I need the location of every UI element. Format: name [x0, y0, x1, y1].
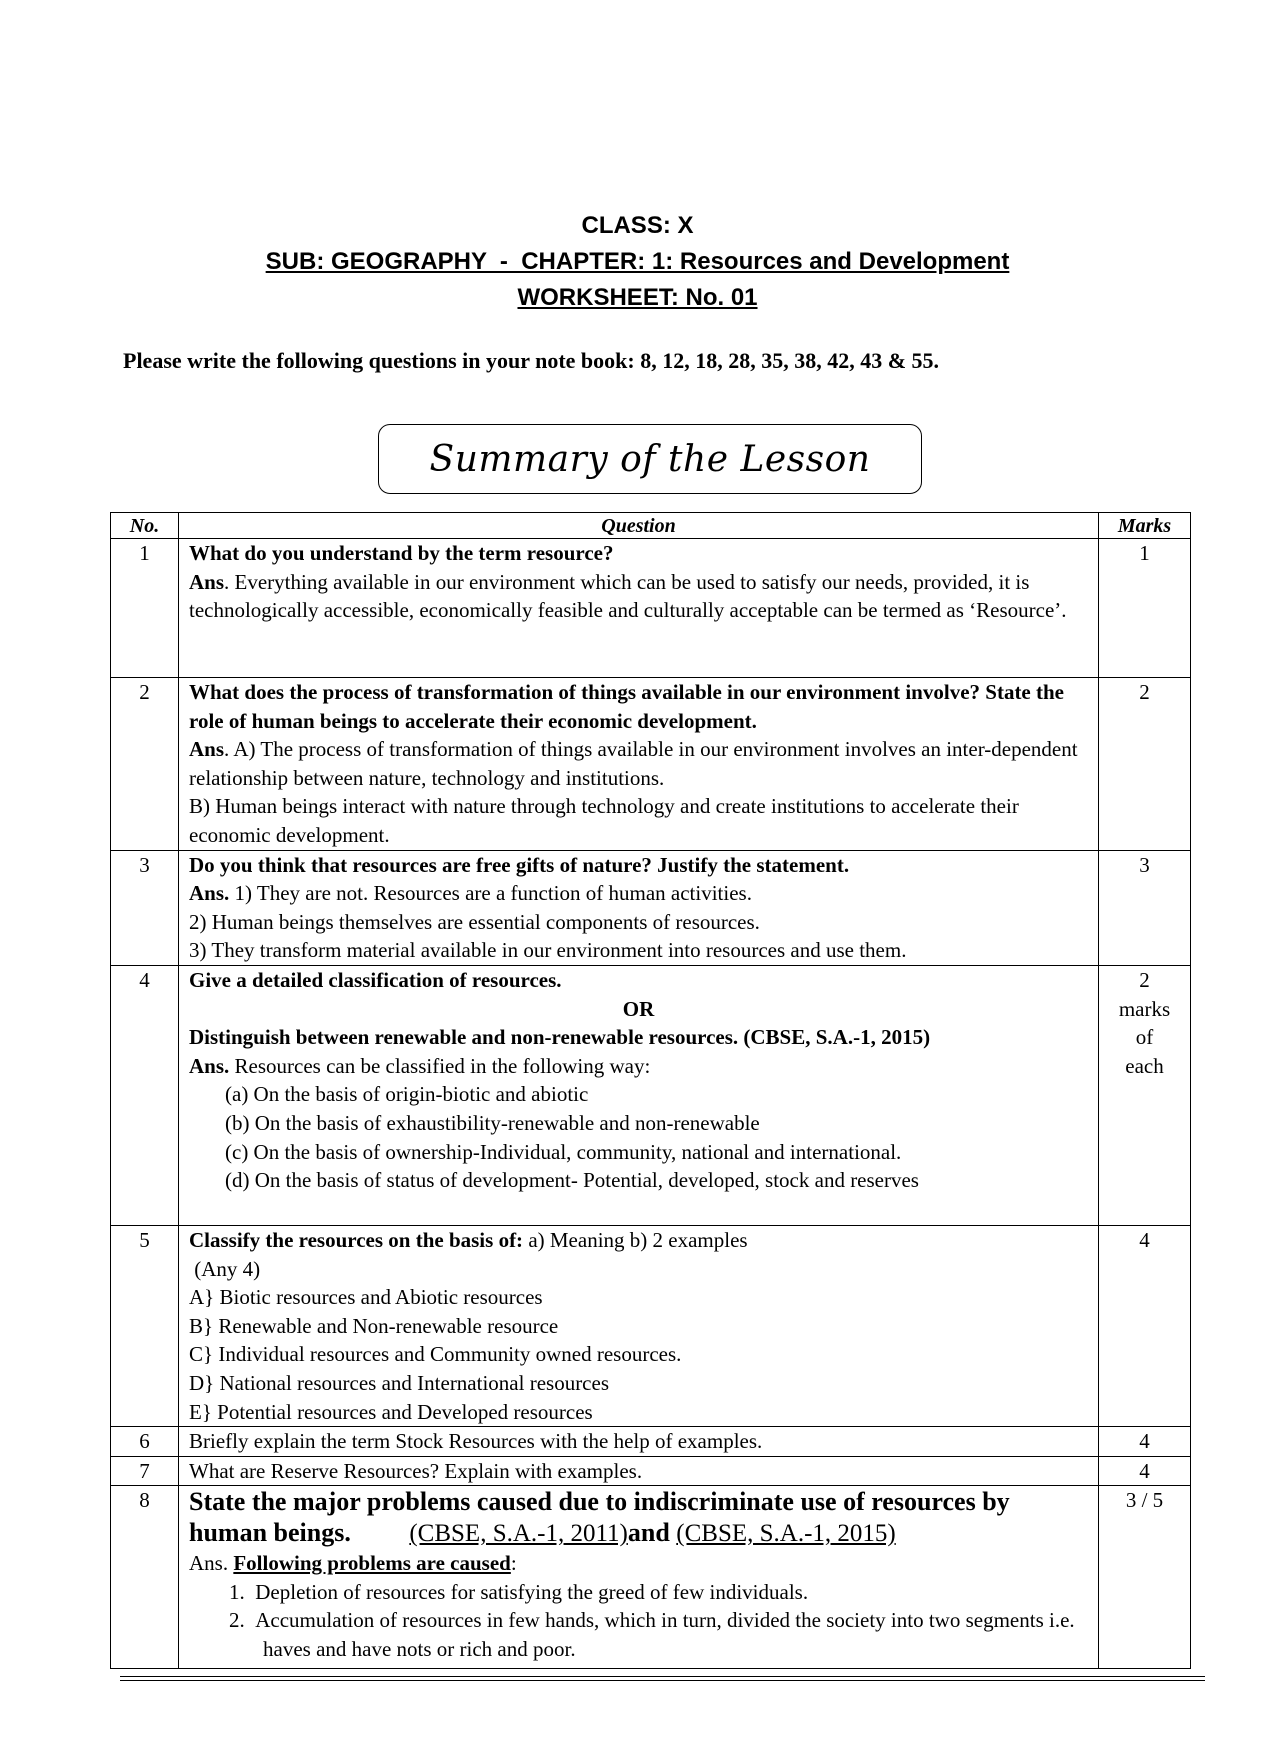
table-row — [111, 539, 1191, 678]
marks-value: 2 — [1139, 967, 1150, 992]
list-item: D} National resources and International resources — [189, 1370, 609, 1395]
row-number: 6 — [111, 1427, 179, 1457]
list-item: (b) On the basis of exhaustibility-renewable and non-renewable — [225, 1110, 760, 1135]
row-number: 1 — [111, 539, 179, 678]
item-number: 2. — [229, 1608, 245, 1633]
question-note: (Any 4) — [189, 1256, 261, 1281]
question-text — [189, 1226, 1088, 1255]
item-number: 1. — [229, 1579, 245, 1604]
row-marks: 2 — [1099, 678, 1191, 851]
question-text: Do you think that resources are free gifts of nature? Justify the statement. — [189, 852, 850, 877]
header-no: No. — [111, 513, 179, 539]
marks-note: each — [1125, 1053, 1164, 1078]
question-alt-text: Distinguish between renewable and non-renewable resources. (CBSE, S.A.-1, 2015) — [189, 1025, 931, 1050]
answer-part-b: B) Human beings interact with nature through technology and create institutions to accelerate their economic development. — [189, 794, 1019, 847]
row-marks: 4 — [1099, 1225, 1191, 1426]
question-text: What do you understand by the term resource? — [189, 541, 614, 565]
marks-note: marks — [1118, 996, 1171, 1021]
answer-point: 3) They transform material available in our environment into resources and use them. — [189, 938, 907, 963]
row-content: What are Reserve Resources? Explain with examples. — [179, 1456, 1099, 1486]
ans-label: Ans. — [189, 881, 230, 906]
list-item: E} Potential resources and Developed resources — [189, 1399, 593, 1424]
row-marks: 4 — [1099, 1456, 1191, 1486]
row-content — [179, 850, 1099, 965]
list-item: (c) On the basis of ownership-Individual, community, national and international. — [225, 1139, 902, 1164]
row-marks — [1099, 965, 1191, 1225]
row-content — [179, 1225, 1099, 1426]
row-number: 5 — [111, 1225, 179, 1426]
worksheet-heading: WORKSHEET: No. 01 — [517, 284, 758, 311]
answer-body: Resources can be classified in the following way: — [229, 1053, 651, 1078]
question-text: What does the process of transformation of things available in our environment involve? State the role of human beings to accelerate their economic development. — [189, 680, 1064, 733]
answer-heading: Following problems are caused — [233, 1551, 511, 1576]
table-row — [111, 1456, 1191, 1486]
question-text — [189, 1486, 1088, 1549]
cbse-ref-2011: (CBSE, S.A.-1, 2011) — [409, 1520, 628, 1548]
row-number: 4 — [111, 965, 179, 1225]
header-question: Question — [179, 513, 1099, 539]
row-marks: 3 — [1099, 850, 1191, 965]
list-item: (a) On the basis of origin-biotic and abiotic — [225, 1082, 589, 1107]
class-heading: CLASS: X — [581, 212, 694, 239]
row-marks: 1 — [1099, 539, 1191, 678]
question-bold: State the major problems caused due to indiscriminate use of resources by human beings. — [189, 1487, 1010, 1548]
answer-text — [189, 1549, 1088, 1578]
row-content: Briefly explain the term Stock Resources with the help of examples. — [179, 1427, 1099, 1457]
list-item: C} Individual resources and Community owned resources. — [189, 1342, 682, 1367]
subject-chapter-heading: SUB: GEOGRAPHY - CHAPTER: 1: Resources and Development — [265, 248, 1010, 275]
answer-text — [189, 1052, 1088, 1081]
row-number: 2 — [111, 678, 179, 851]
list-item — [189, 1606, 1088, 1663]
list-item: B} Renewable and Non-renewable resource — [189, 1313, 559, 1338]
row-number: 7 — [111, 1456, 179, 1486]
and-text: and — [627, 1518, 670, 1548]
answer-body: 1) They are not. Resources are a function of human activities. — [229, 881, 752, 906]
ans-label: Ans — [189, 737, 225, 762]
table-row — [111, 1486, 1191, 1669]
footer-double-rule — [120, 1676, 1205, 1681]
list-item: (d) On the basis of status of development- Potential, developed, stock and reserves — [225, 1168, 919, 1193]
row-number: 3 — [111, 850, 179, 965]
table-row — [111, 1225, 1191, 1426]
item-text: Accumulation of resources in few hands, which in turn, divided the society into two segments i.e. haves and have nots or rich and poor. — [255, 1608, 1075, 1662]
table-row — [111, 965, 1191, 1225]
table-row — [111, 850, 1191, 965]
answer-colon: : — [510, 1551, 517, 1576]
ans-label: Ans. — [189, 1551, 234, 1576]
row-content — [179, 1486, 1099, 1669]
list-item: A} Biotic resources and Abiotic resources — [189, 1285, 543, 1310]
question-text: Give a detailed classification of resources. — [189, 967, 562, 992]
answer-text — [189, 735, 1088, 792]
table-row — [111, 678, 1191, 851]
answer-point — [189, 879, 1088, 908]
row-content — [179, 965, 1099, 1225]
summary-title-box — [378, 424, 922, 494]
cbse-ref-2015: (CBSE, S.A.-1, 2015) — [676, 1520, 896, 1548]
row-marks: 4 — [1099, 1427, 1191, 1457]
ans-label: Ans. — [189, 1053, 230, 1078]
answer-text — [189, 568, 1088, 625]
answer-point: 2) Human beings themselves are essential components of resources. — [189, 909, 760, 934]
row-content — [179, 678, 1099, 851]
question-rest: a) Meaning b) 2 examples — [523, 1227, 748, 1252]
row-marks: 3 / 5 — [1099, 1486, 1191, 1669]
instruction-text: Please write the following questions in your note book: 8, 12, 18, 28, 35, 38, 42, 43 & 55. — [123, 348, 940, 373]
row-content — [179, 539, 1099, 678]
item-text: Depletion of resources for satisfying the greed of few individuals. — [255, 1579, 809, 1604]
or-separator: OR — [622, 996, 655, 1021]
table-row — [111, 1427, 1191, 1457]
list-item — [189, 1578, 1088, 1607]
table-header-row — [111, 513, 1191, 539]
marks-note: of — [1135, 1025, 1154, 1050]
row-number: 8 — [111, 1486, 179, 1669]
questions-table — [110, 512, 1191, 1669]
answer-body: . A) The process of transformation of things available in our environment involves an inter-dependent relationship between nature, technology and institutions. — [189, 737, 1078, 790]
summary-title: Summary of the Lesson — [429, 438, 871, 480]
question-bold: Classify the resources on the basis of: — [189, 1227, 524, 1252]
answer-body: . Everything available in our environment which can be used to satisfy our needs, provided, it is technologically accessible, economically feasible and culturally acceptable can be termed as ‘Resource’. — [189, 569, 1067, 623]
ans-label: Ans — [189, 569, 225, 594]
header-marks: Marks — [1099, 513, 1191, 539]
